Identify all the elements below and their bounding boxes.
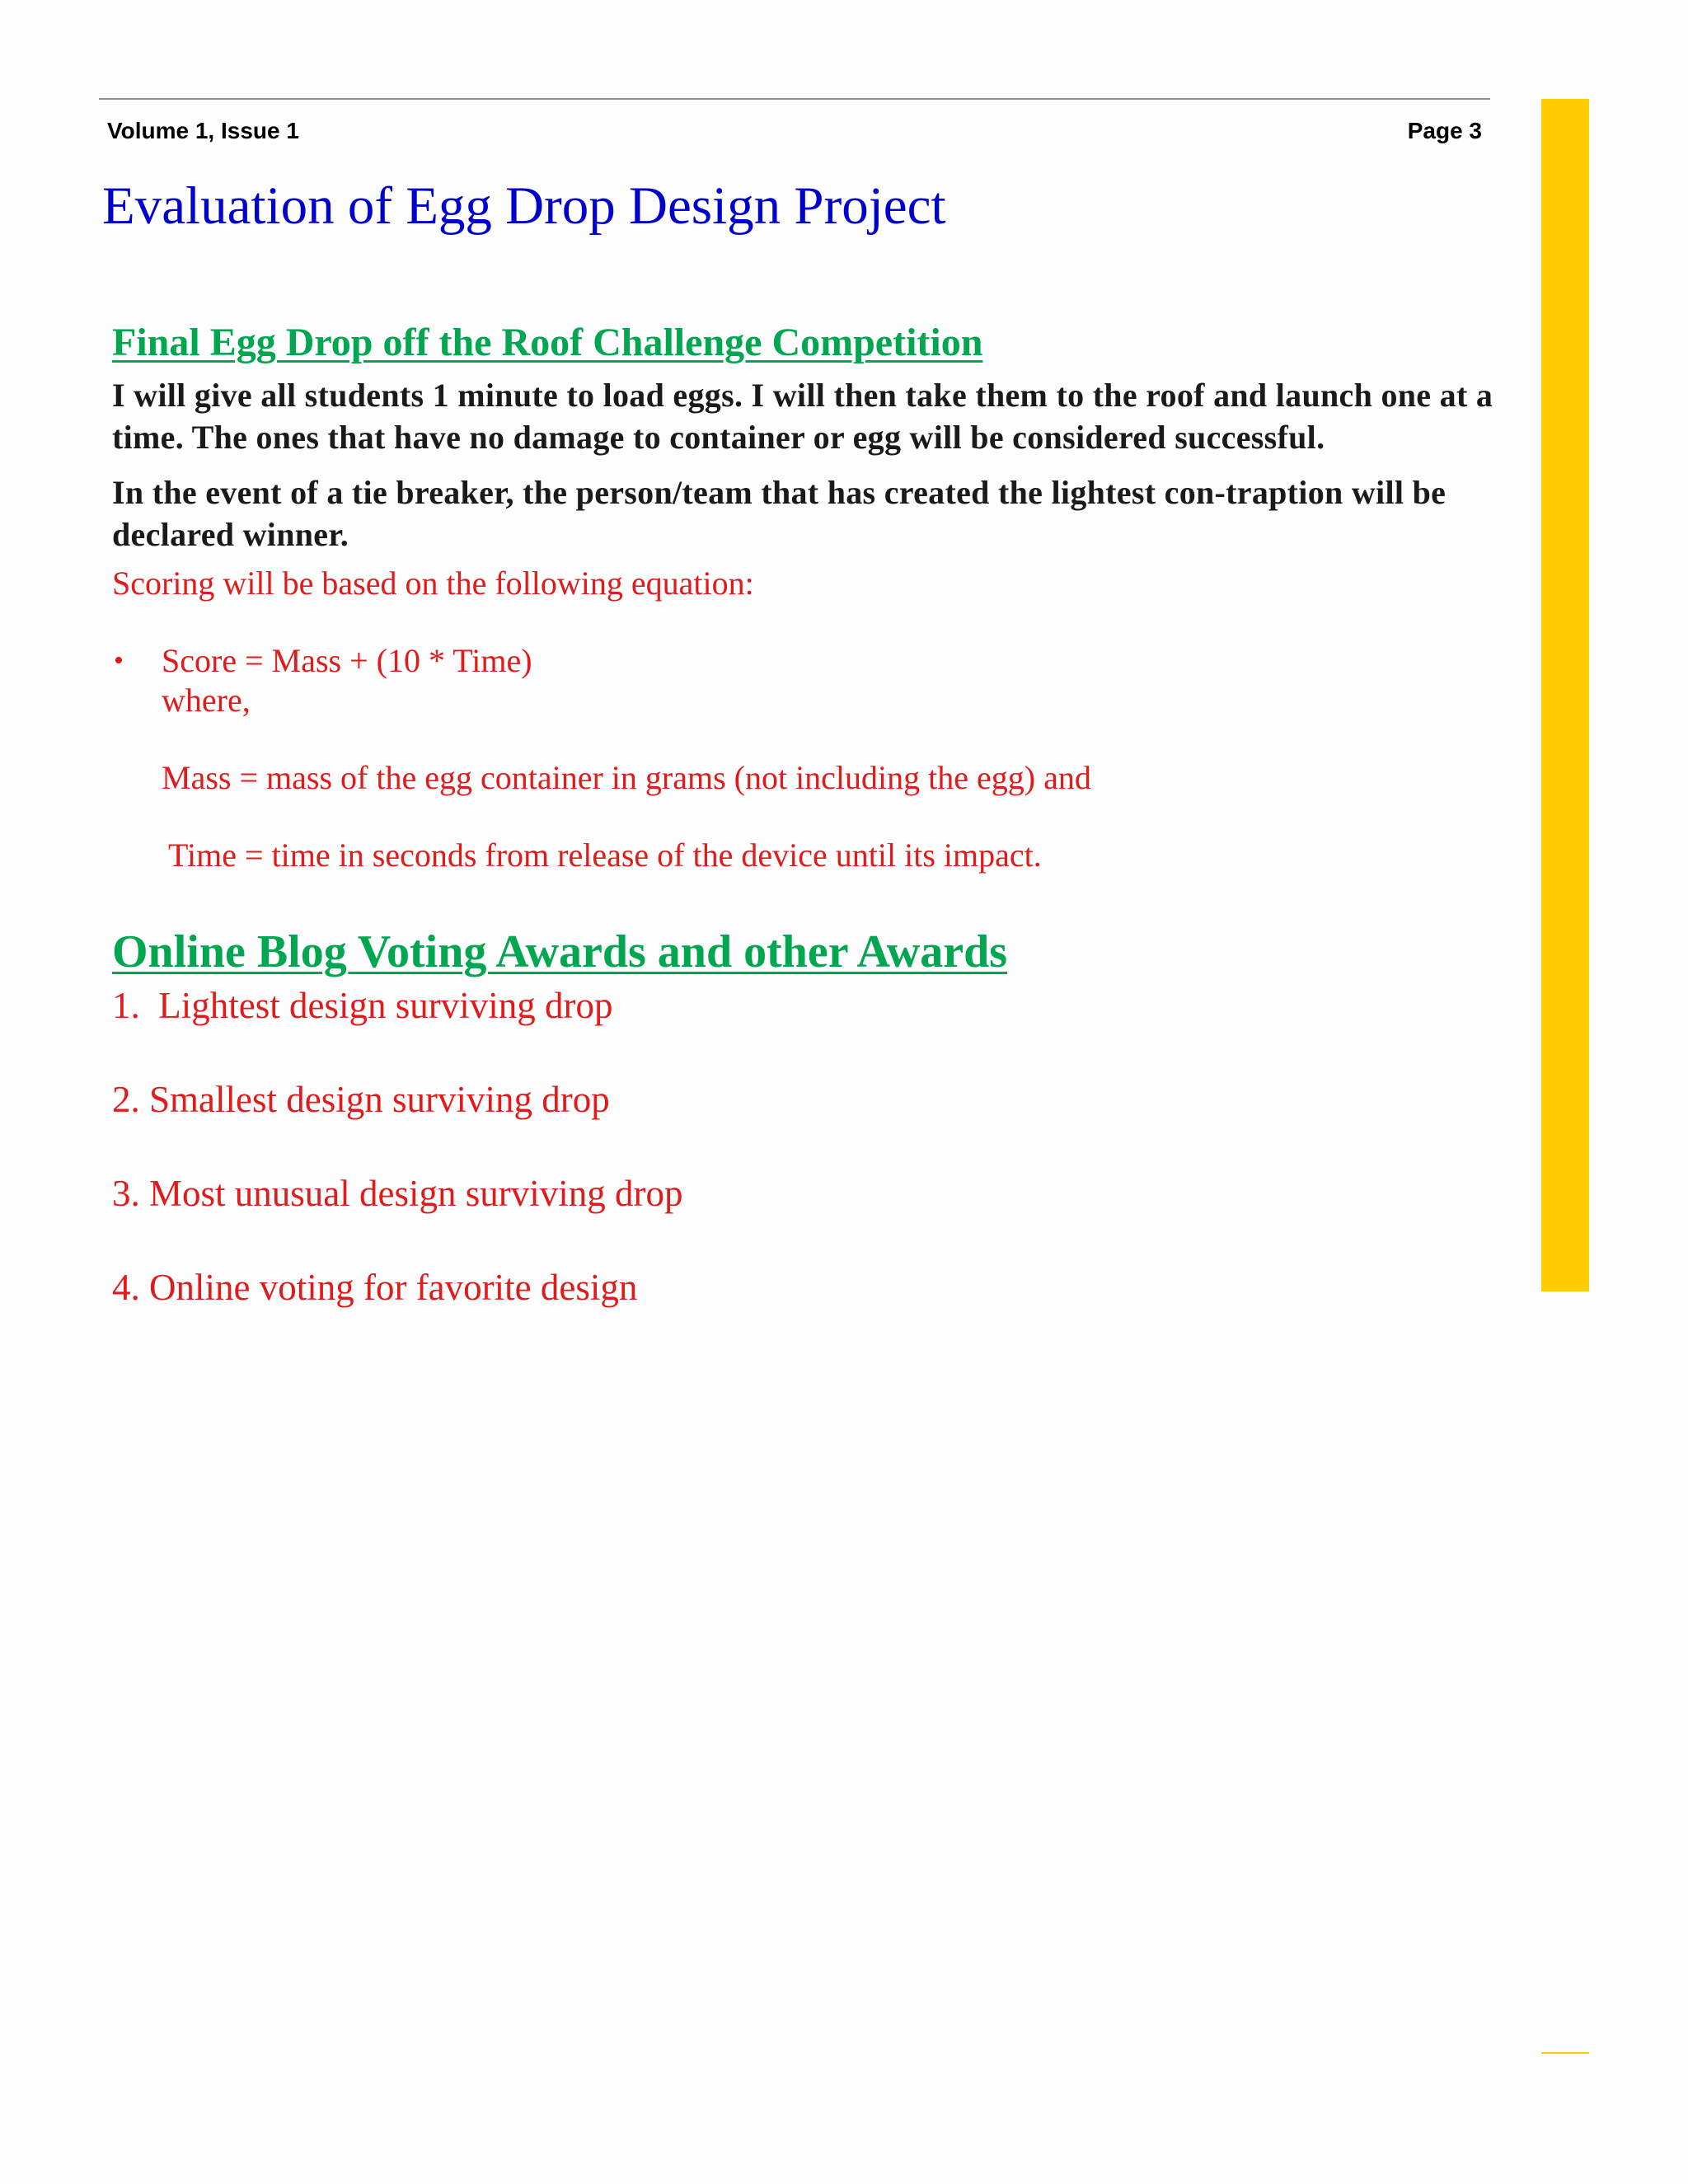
sidebar-bottom-rule [1541, 2052, 1589, 2054]
equation-bullet [112, 641, 1513, 875]
instructions-paragraph: I will give all students 1 minute to load eggs. I will then take them to the roof and launch one at a time. The ones that have no damage to container or egg will be considered successful. [112, 377, 1493, 456]
tie-breaker-paragraph: In the event of a tie breaker, the person/team that has created the lightest con-traption will be declared winner. [112, 474, 1447, 553]
awards-heading: Online Blog Voting Awards and other Awards [112, 926, 1008, 977]
volume-issue-label: Volume 1, Issue 1 [107, 118, 299, 143]
award-item: 3. Most unusual design surviving drop [112, 1173, 683, 1214]
where-label: where, [162, 682, 251, 719]
header-divider [99, 98, 1490, 100]
scoring-intro: Scoring will be based on the following equation: [112, 565, 754, 602]
bullet-icon: • [114, 645, 124, 676]
sidebar-accent-bar [1541, 99, 1589, 1291]
award-item: 2. Smallest design surviving drop [112, 1079, 610, 1120]
awards-list [112, 981, 1513, 1312]
award-item: 4. Online voting for favorite design [112, 1267, 638, 1308]
score-equation: Score = Mass + (10 * Time) [162, 642, 532, 679]
page-number: Page 3 [1407, 118, 1482, 143]
award-item: 1. Lightest design surviving drop [112, 985, 613, 1026]
time-definition: Time = time in seconds from release of the device until its impact. [168, 837, 1042, 874]
competition-heading: Final Egg Drop off the Roof Challenge Competition [112, 321, 983, 364]
main-content [112, 316, 1513, 1312]
mass-definition: Mass = mass of the egg container in grams (not including the egg) and [162, 759, 1091, 796]
page-title: Evaluation of Egg Drop Design Project [102, 176, 946, 236]
